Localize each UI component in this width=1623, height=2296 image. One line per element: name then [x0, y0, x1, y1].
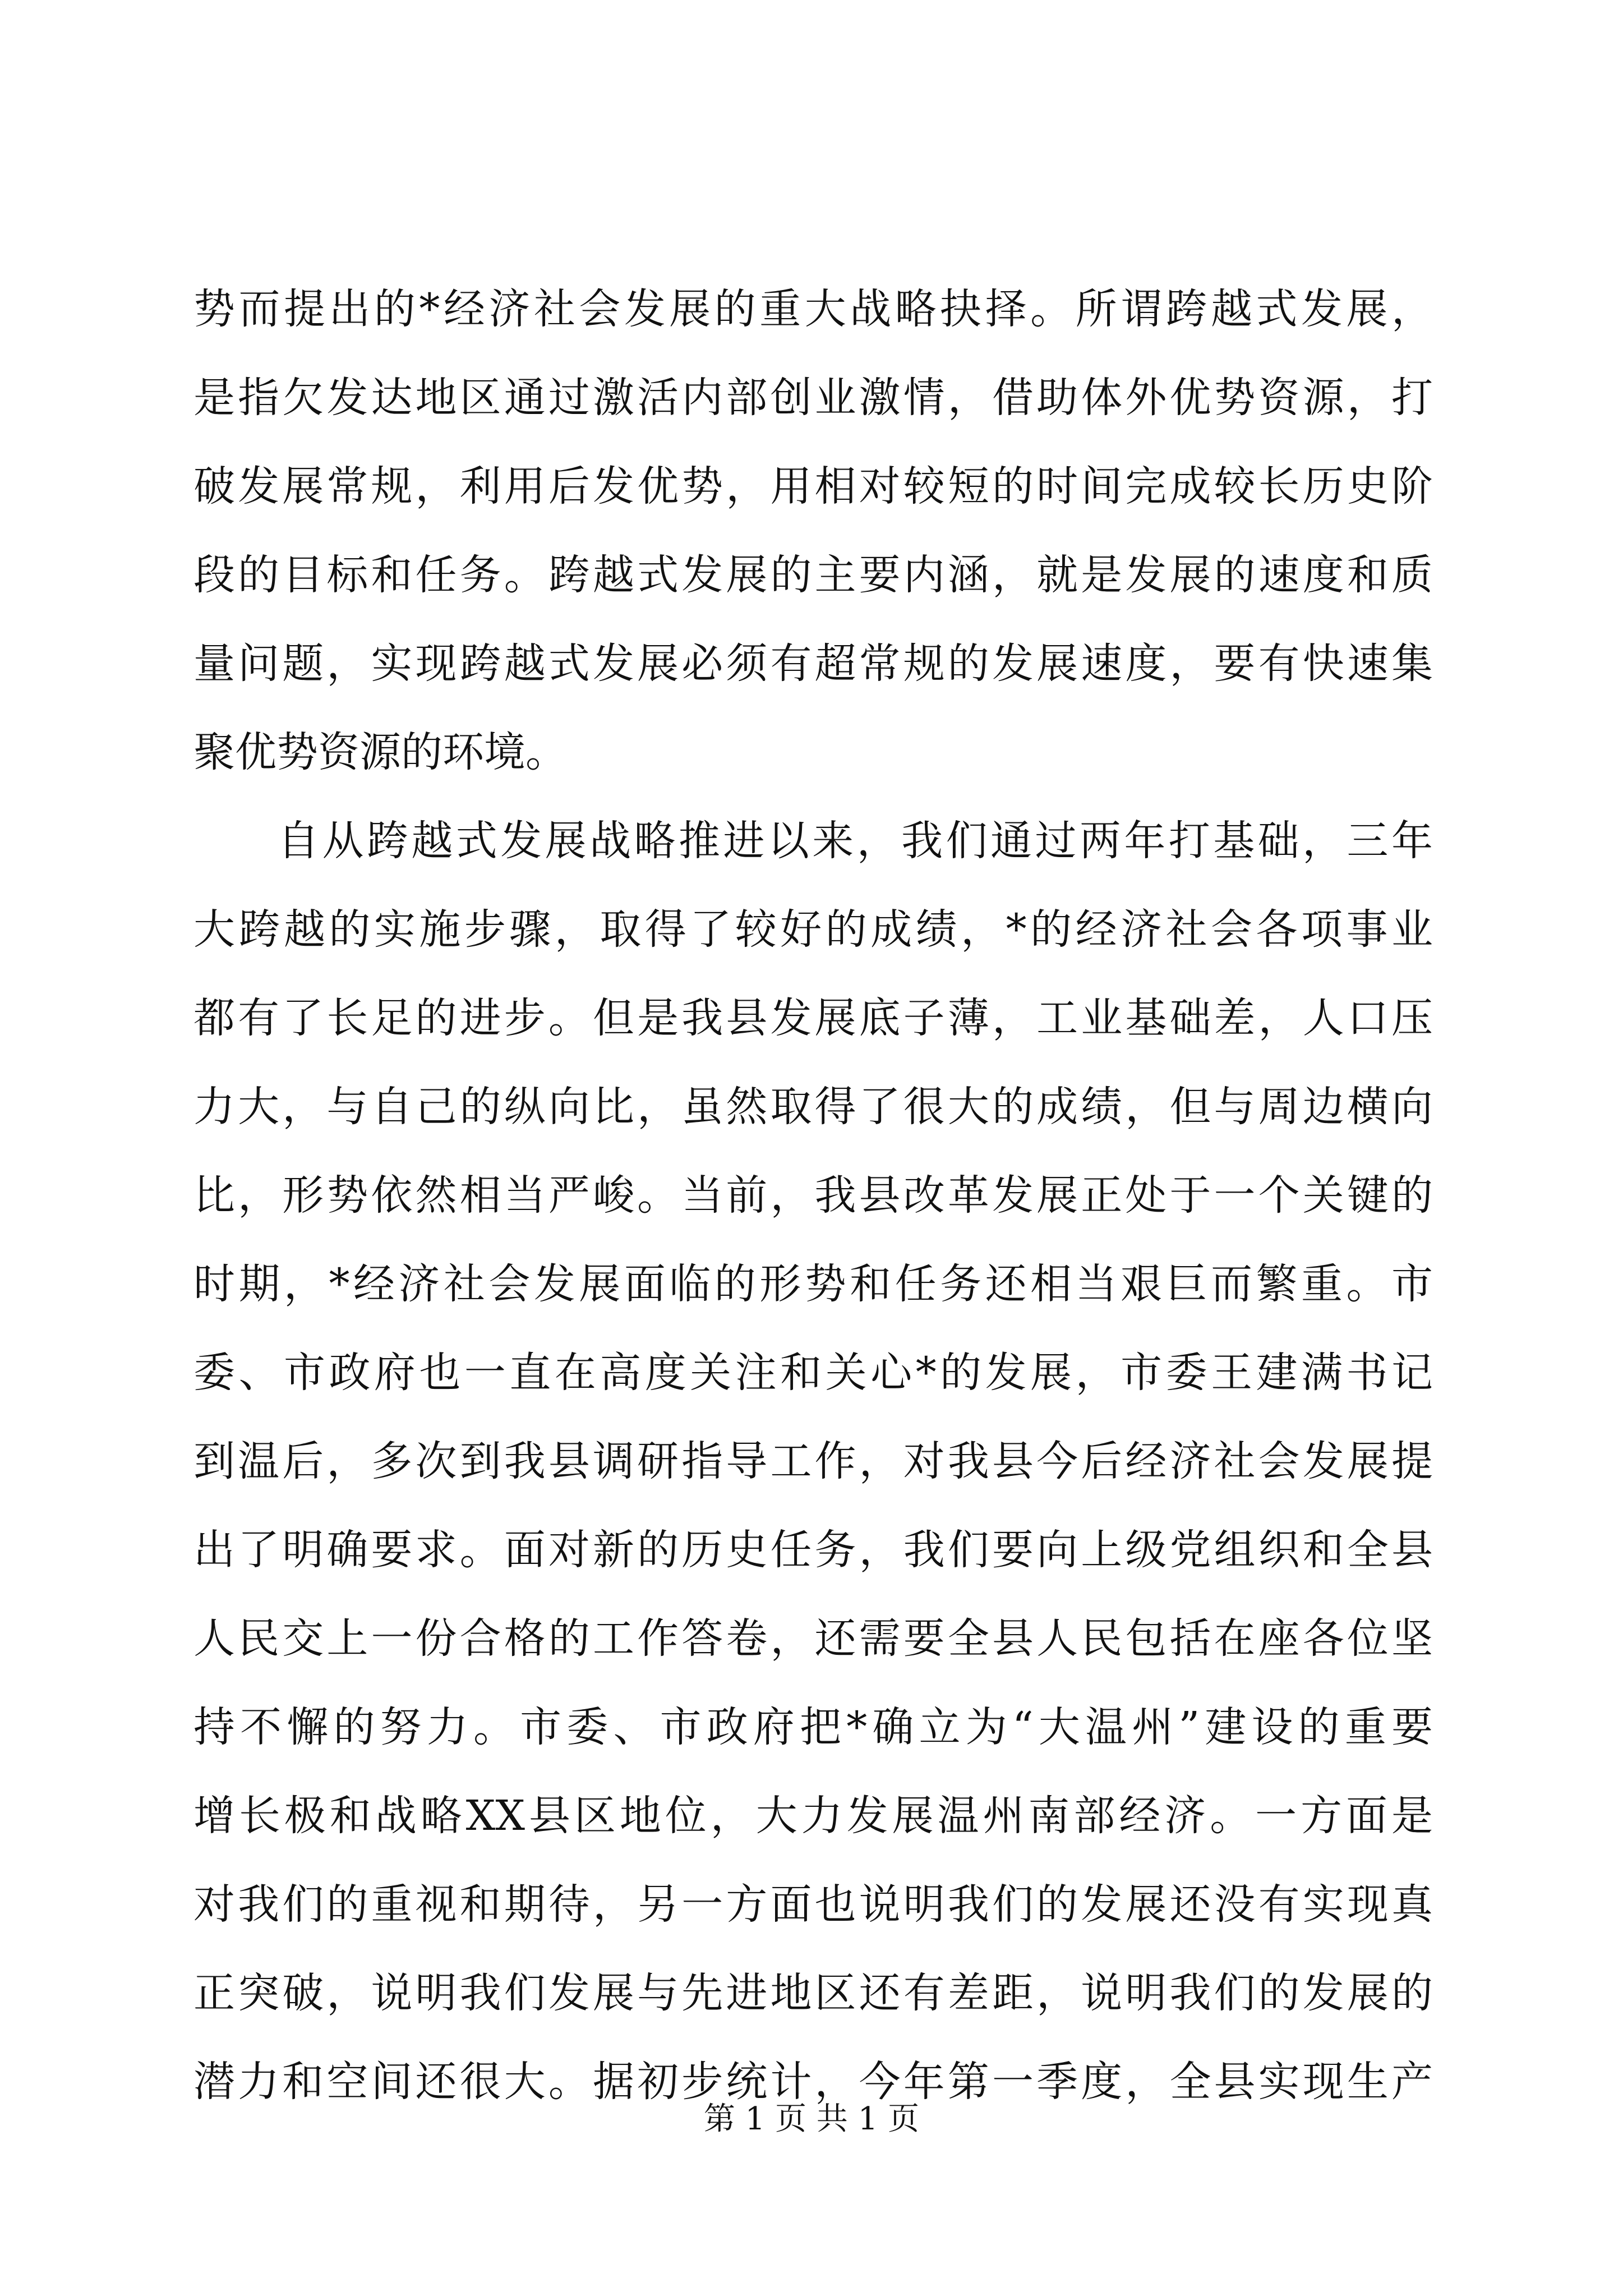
text-line: 增长极和战略XX县区地位，大力发展温州南部经济。一方面是	[193, 1792, 1433, 1840]
text-line: 自从跨越式发展战略推进以来，我们通过两年打基础，三年	[278, 817, 1433, 865]
text-line: 出了明确要求。面对新的历史任务，我们要向上级党组织和全县	[193, 1526, 1433, 1574]
text-line: 时期，*经济社会发展面临的形势和任务还相当艰巨而繁重。市	[193, 1260, 1433, 1308]
page-number: 第 1 页 共 1 页	[703, 2101, 920, 2137]
text-line: 比，形势依然相当严峻。当前，我县改革发展正处于一个关键的	[193, 1171, 1433, 1220]
text-line: 大跨越的实施步骤，取得了较好的成绩，*的经济社会各项事业	[193, 905, 1433, 954]
text-line: 都有了长足的进步。但是我县发展底子薄，工业基础差，人口压	[193, 994, 1433, 1042]
text-line: 势而提出的*经济社会发展的重大战略抉择。所谓跨越式发展，	[193, 285, 1433, 333]
text-line: 对我们的重视和期待，另一方面也说明我们的发展还没有实现真	[193, 1880, 1433, 1929]
text-line: 段的目标和任务。跨越式发展的主要内涵，就是发展的速度和质	[193, 551, 1433, 599]
text-line: 人民交上一份合格的工作答卷，还需要全县人民包括在座各位坚	[193, 1614, 1433, 1663]
text-line: 力大，与自己的纵向比，虽然取得了很大的成绩，但与周边横向	[193, 1083, 1433, 1131]
text-line: 量问题，实现跨越式发展必须有超常规的发展速度，要有快速集	[193, 639, 1433, 688]
text-line: 聚优势资源的环境。	[193, 728, 567, 776]
text-line: 是指欠发达地区通过激活内部创业激情，借助体外优势资源，打	[193, 374, 1433, 422]
text-line: 正突破，说明我们发展与先进地区还有差距，说明我们的发展的	[193, 1969, 1433, 2017]
text-line: 持不懈的努力。市委、市政府把*确立为“大温州”建设的重要	[193, 1703, 1433, 1751]
text-line: 委、市政府也一直在高度关注和关心*的发展，市委王建满书记	[193, 1349, 1433, 1397]
text-line: 潜力和空间还很大。据初步统计，今年第一季度，全县实现生产	[193, 2058, 1433, 2106]
document-body	[193, 265, 1433, 2126]
text-line: 破发展常规，利用后发优势，用相对较短的时间完成较长历史阶	[193, 462, 1433, 510]
text-line: 到温后，多次到我县调研指导工作，对我县今后经济社会发展提	[193, 1437, 1433, 1485]
